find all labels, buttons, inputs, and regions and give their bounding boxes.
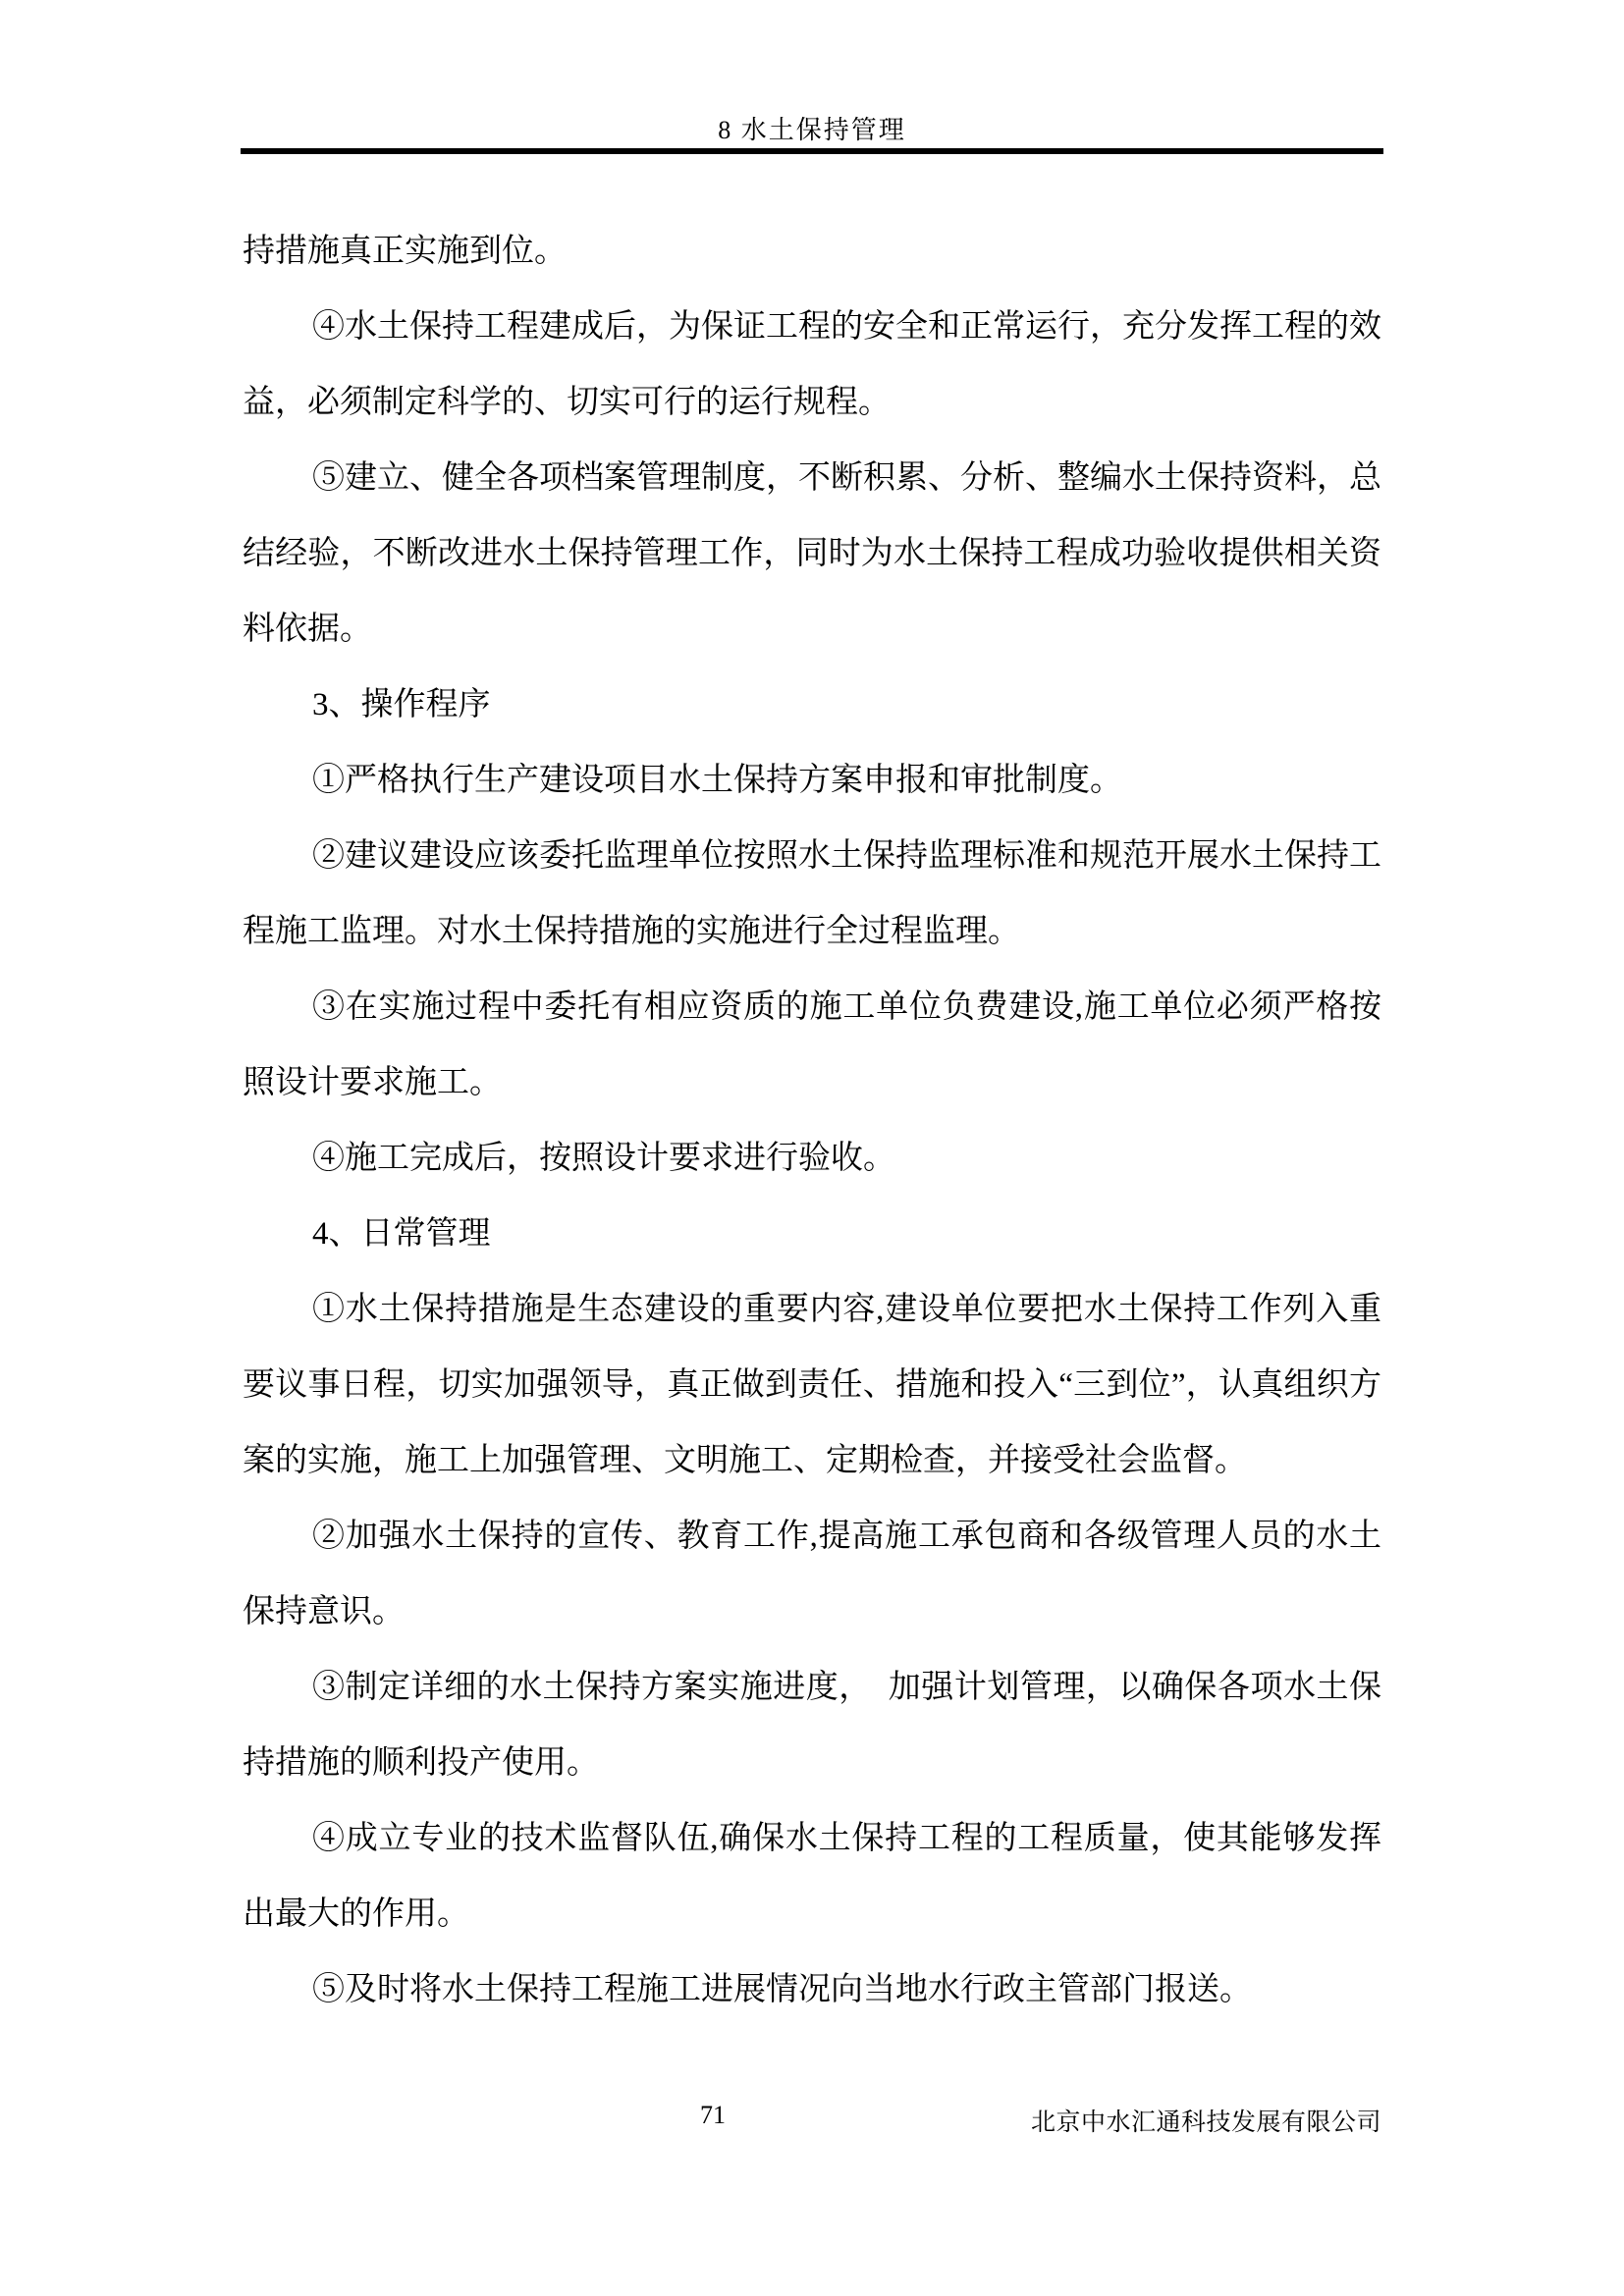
page-footer — [243, 2101, 1381, 2144]
footer-company-name: 北京中水汇通科技发展有限公司 — [1030, 2109, 1381, 2136]
paragraph: ③制定详细的水土保持方案实施进度， 加强计划管理，以确保各项水土保持措施的顺利投产使用。 — [243, 1670, 1381, 1781]
paragraph: 持措施真正实施到位。 — [243, 234, 567, 269]
page-number: 71 — [700, 2101, 726, 2129]
paragraph: ③在实施过程中委托有相应资质的施工单位负费建设,施工单位必须严格按照设计要求施工。 — [243, 989, 1381, 1100]
header-rule — [241, 148, 1383, 154]
paragraph: ②加强水土保持的宣传、教育工作,提高施工承包商和各级管理人员的水土保持意识。 — [243, 1519, 1381, 1629]
section-heading-3: 3、操作程序 — [312, 687, 491, 722]
paragraph: ⑤建立、健全各项档案管理制度，不断积累、分析、整编水土保持资料，总结经验，不断改进水土保持管理工作，同时为水土保持工程成功验收提供相关资料依据。 — [243, 460, 1381, 647]
paragraph: ④水土保持工程建成后，为保证工程的安全和正常运行，充分发挥工程的效益，必须制定科学的、切实可行的运行规程。 — [243, 309, 1381, 420]
paragraph: ②建议建设应该委托监理单位按照水土保持监理标准和规范开展水土保持工程施工监理。对水土保持措施的实施进行全过程监理。 — [243, 838, 1381, 949]
page-header — [243, 0, 1381, 157]
paragraph: ⑤及时将水土保持工程施工进展情况向当地水行政主管部门报送。 — [312, 1972, 1252, 2007]
paragraph: ④施工完成后，按照设计要求进行验收。 — [312, 1141, 895, 1176]
document-body — [243, 214, 1381, 2028]
paragraph: ①严格执行生产建设项目水土保持方案申报和审批制度。 — [312, 763, 1122, 798]
paragraph: ④成立专业的技术监督队伍,确保水土保持工程的工程质量，使其能够发挥出最大的作用。 — [243, 1821, 1381, 1932]
section-heading-4: 4、日常管理 — [312, 1216, 491, 1252]
paragraph: ①水土保持措施是生态建设的重要内容,建设单位要把水土保持工作列入重要议事日程，切实加强领导，真正做到责任、措施和投入“三到位”，认真组织方案的实施，施工上加强管理、文明施工、定期检查，并接受社会监督。 — [243, 1292, 1381, 1478]
page-header-title: 8 水土保持管理 — [718, 116, 906, 144]
